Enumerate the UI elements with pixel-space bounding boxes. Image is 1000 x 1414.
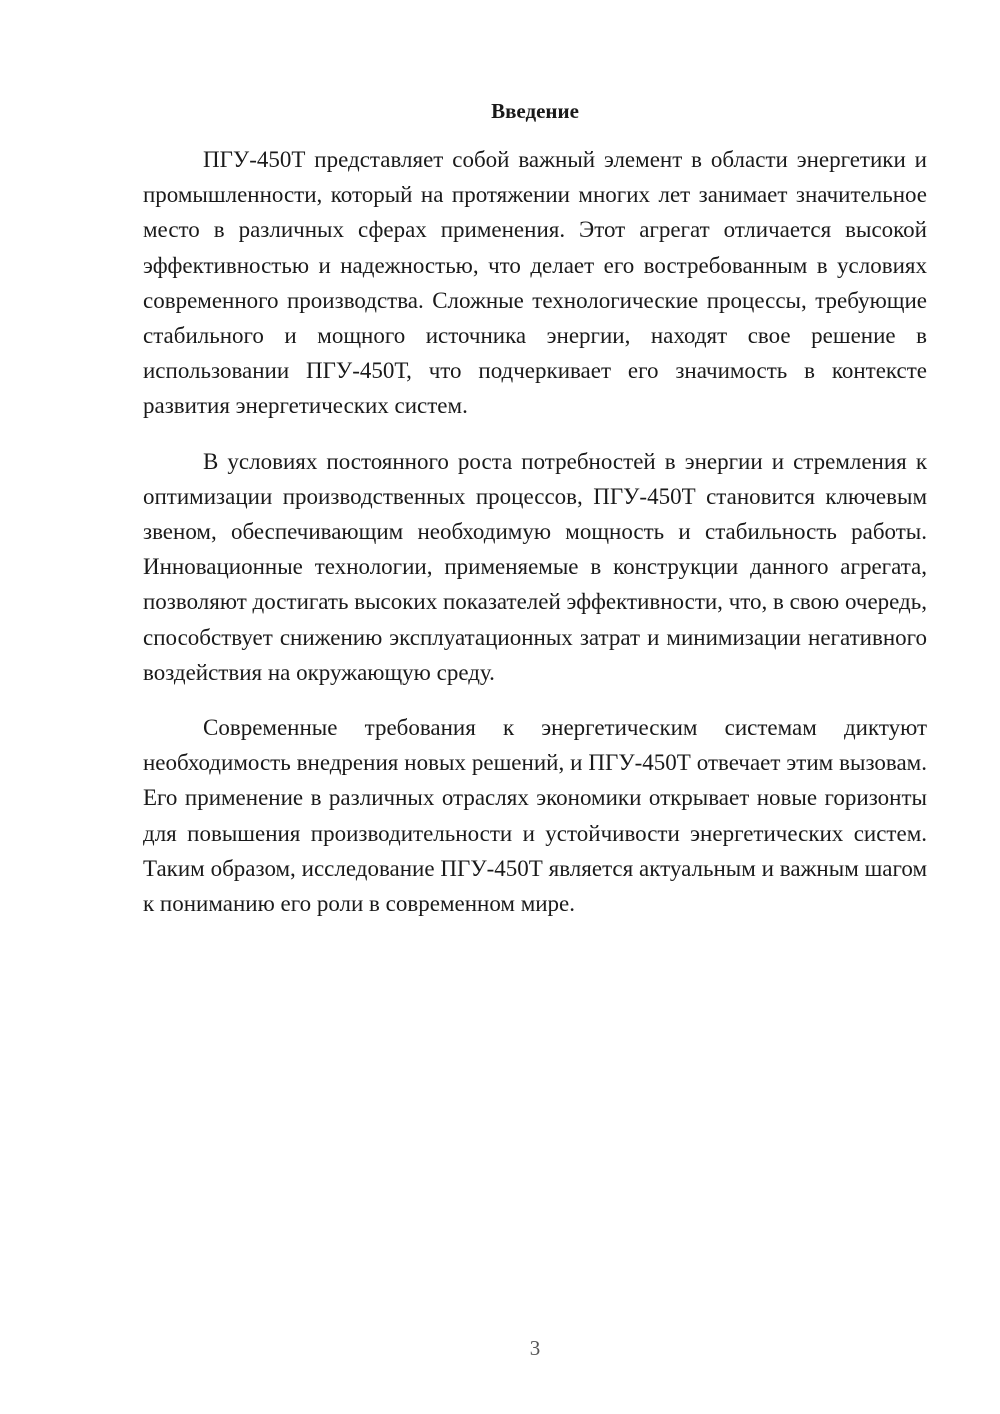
paragraph-3: Современные требования к энергетическим системам диктуют необходимость внедрения новых решений, и ПГУ-450Т отвечает этим вызовам. Его применение в различных отраслях экономики открывает новые горизонты для повышения производительности и устойчивости энергетических систем. Таким образом, исследование ПГУ-450Т является актуальным и важным шагом к пониманию его роли в современном мире. xyxy=(143,715,927,917)
paragraph-1: ПГУ-450Т представляет собой важный элемент в области энергетики и промышленности, который на протяжении многих лет занимает значительное место в различных сферах применения. Этот агрегат отличается высокой эффективностью и надежностью, что делает его востребованным в условиях современного производства. Сложные технологические процессы, требующие стабильного и мощного источника энергии, находят свое решение в использовании ПГУ-450Т, что подчеркивает его значимость в контексте развития энергетических систем. xyxy=(143,147,927,419)
page-title: Введение xyxy=(491,99,579,123)
document-body xyxy=(143,142,927,941)
paragraph-2: В условиях постоянного роста потребностей в энергии и стремления к оптимизации производственных процессов, ПГУ-450Т становится ключевым звеном, обеспечивающим необходимую мощность и стабильность работы. Инновационные технологии, применяемые в конструкции данного агрегата, позволяют достигать высоких показателей эффективности, что, в свою очередь, способствует снижению эксплуатационных затрат и минимизации негативного воздействия на окружающую среду. xyxy=(143,448,927,685)
page-number: 3 xyxy=(529,1336,541,1360)
